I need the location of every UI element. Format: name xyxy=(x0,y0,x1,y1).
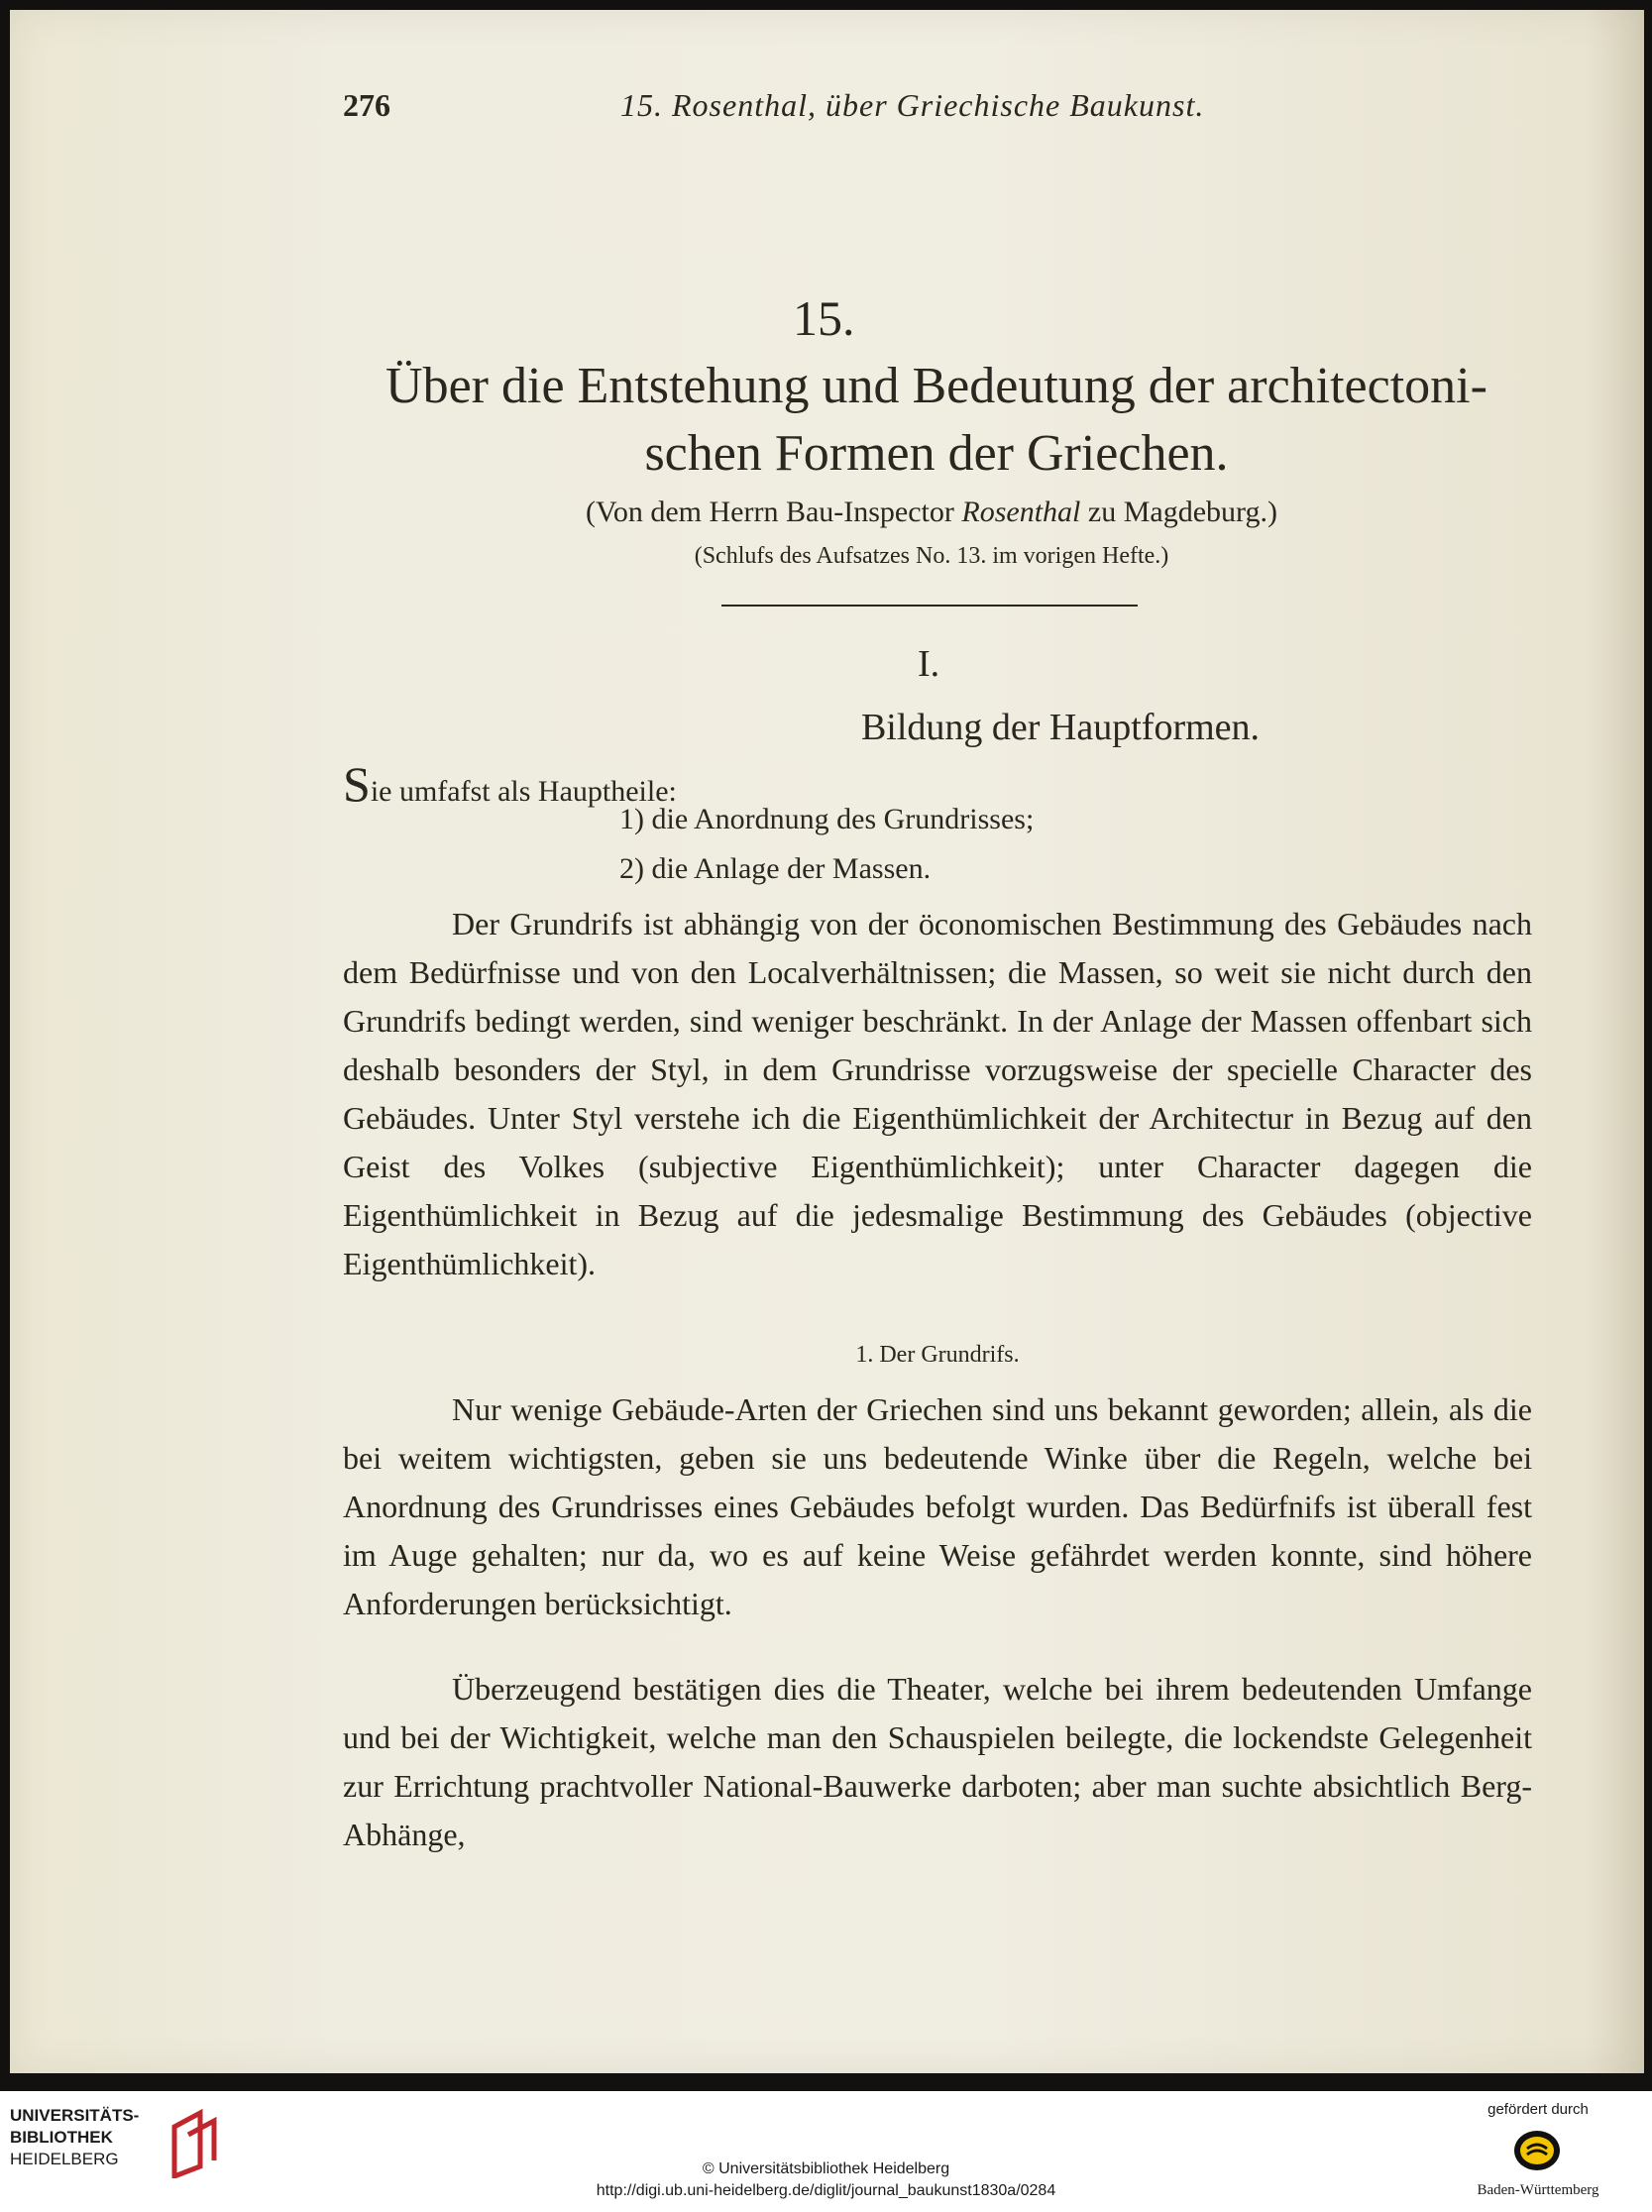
coat-of-arms-icon xyxy=(1513,2127,1561,2174)
logo-line-2: BIBLIOTHEK xyxy=(10,2128,113,2147)
byline-suffix: zu Magdeburg.) xyxy=(1080,496,1277,528)
paragraph-1: Der Grundrifs ist abhängig von der öconomischen Bestimmung des Gebäudes nach dem Bedürfnisse und von den Localverhältnissen; die Massen, so weit sie nicht durch den Grundrifs bedingt werden, sind weniger beschränkt. In der Anlage der Massen offenbart sich deshalb besonders der Styl, in dem Grundrisse vorzugsweise der specielle Character des Gebäudes. Unter Styl verstehe ich die Eigenthümlichkeit der Architectur in Bezug auf den Geist des Volkes (subjective Eigenthümlichkeit); unter Character dagegen die Eigenthümlichkeit in Bezug auf die jedesmalige Bestimmung des Gebäudes (objective Eigenthümlichkeit). xyxy=(343,906,1532,1281)
author-name: Rosenthal xyxy=(961,496,1081,528)
funder-name: Baden-Württemberg xyxy=(1477,2182,1599,2198)
list-item: 2) die Anlage der Massen. xyxy=(619,852,932,885)
article-title-line-2: schen Formen der Griechen. xyxy=(644,425,1229,482)
list-item: 1) die Anordnung des Grundrisses; xyxy=(619,803,1035,835)
source-url[interactable]: http://digi.ub.uni-heidelberg.de/diglit/journal_baukunst1830a/0284 xyxy=(596,2182,1056,2199)
paragraph-2: Nur wenige Gebäude-Arten der Griechen sind uns bekannt geworden; allein, als die bei weitem wichtigsten, geben sie uns bedeutende Winke über die Regeln, welche bei Anordnung des Grundrisses eines Gebäudes befolgt wurden. Das Bedürfnifs ist überall fest im Auge gehalten; nur da, wo es auf keine Weise gefährdet werden konnte, sind höhere Anforderungen berücksichtigt. xyxy=(343,1391,1532,1621)
section-number: I. xyxy=(918,643,940,685)
byline-prefix: (Von dem Herrn Bau-Inspector xyxy=(586,496,962,528)
funded-by-label: gefördert durch xyxy=(1487,2101,1589,2118)
continuation-note: (Schlufs des Aufsatzes No. 13. im vorigen Hefte.) xyxy=(694,543,1169,569)
article-number: 15. xyxy=(793,290,855,346)
page-fold-shadow xyxy=(1585,10,1644,2073)
copyright-notice: © Universitätsbibliothek Heidelberg xyxy=(702,2160,950,2177)
article-title xyxy=(322,353,1551,488)
running-head xyxy=(343,87,1532,131)
page-number: 276 xyxy=(343,87,390,123)
byline xyxy=(377,496,1487,529)
running-head-title: 15. Rosenthal, über Griechische Baukunst. xyxy=(620,87,1205,123)
section-title: Bildung der Hauptformen. xyxy=(860,707,1261,748)
logo-line-1: UNIVERSITÄTS- xyxy=(10,2106,140,2125)
divider-rule xyxy=(721,605,1138,607)
subsection-heading: 1. Der Grundrifs. xyxy=(855,1342,1020,1368)
logo-line-3: HEIDELBERG xyxy=(10,2150,119,2168)
footer-bar xyxy=(0,2091,1652,2212)
paragraph-3: Überzeugend bestätigen dies die Theater, welche bei ihrem bedeutenden Umfange und bei der Wichtigkeit, welche man den Schauspielen beilegte, die lockendste Gelegenheit zur Errichtung prachtvoller National-Bauwerke darboten; aber man suchte absichtlich Berg-Abhänge, xyxy=(343,1671,1532,1852)
article-title-line-1: Über die Entstehung und Bedeutung der architectoni- xyxy=(385,358,1487,414)
intro-text: ie umfafst als Hauptheile: xyxy=(370,775,677,808)
drop-cap: S xyxy=(343,756,371,812)
